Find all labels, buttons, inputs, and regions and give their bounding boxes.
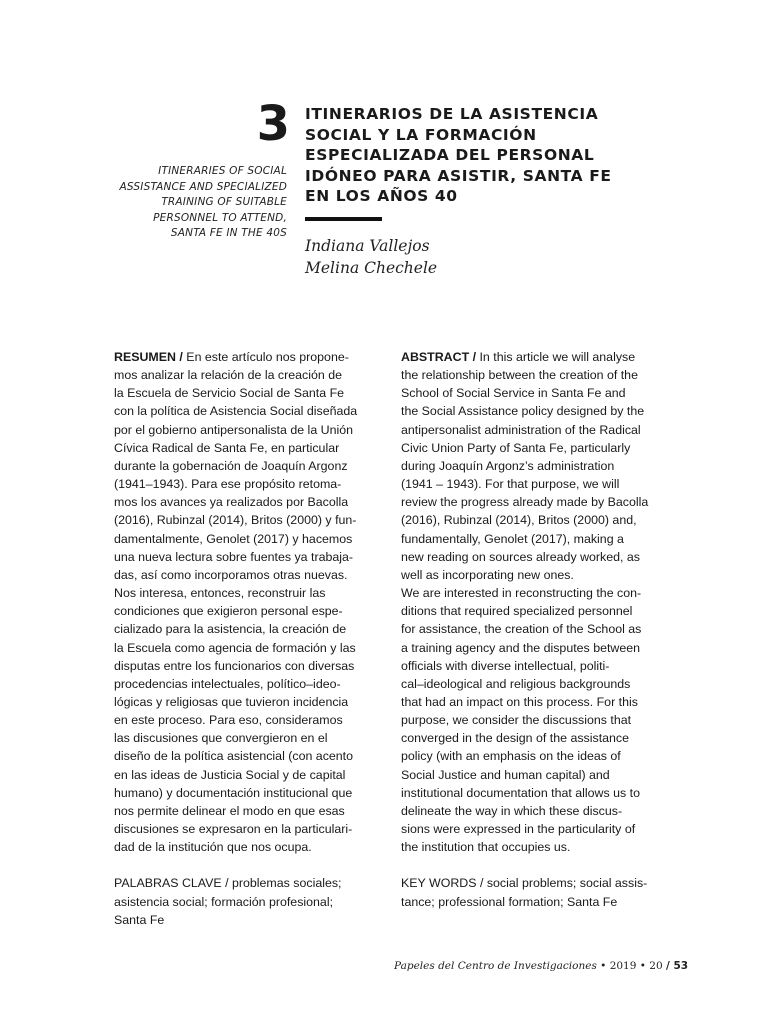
abstract-line: during Joaquín Argonz’s administration [401,458,615,473]
english-title-line: PERSONNEL TO ATTEND, [153,211,287,224]
abstract-line: antipersonalist administration of the Radical [401,422,641,437]
resumen-line: das, así como incorporamos otras nuevas. [114,567,348,582]
keywords-es-line: asistencia social; formación profesional; [114,894,334,909]
resumen-line: disputas entre los funcionarios con diversas [114,658,355,673]
abstract-line: the relationship between the creation of the [401,368,638,383]
resumen-line: dad de la institución que nos ocupa. [114,840,312,855]
keywords-en-line: KEY WORDS / social problems; social assis- [401,876,648,891]
journal-name: Papeles del Centro de Investigaciones [394,960,597,972]
abstract-line: sions were expressed in the particularity of [401,822,636,837]
article-title-line: EN LOS AÑOS 40 [305,187,458,206]
article-title-line: IDÓNEO PARA ASISTIR, SANTA FE [305,166,612,185]
resumen-line: damentalmente, Genolet (2017) y hacemos [114,531,353,546]
abstract-line: fundamentally, Genolet (2017), making a [401,531,624,546]
abstract-line: institutional documentation that allows us to [401,785,641,800]
resumen-text [114,348,382,856]
abstract-line: cal–ideological and religious backgrounds [401,676,631,691]
resumen-column [114,348,382,929]
resumen-line: una nueva lectura sobre fuentes ya trabaja- [114,549,354,564]
abstract-line: School of Social Service in Santa Fe and [401,386,626,401]
abstract-line: ditions that required specialized personnel [401,604,633,619]
abstract-line: (2016), Rubinzal (2014), Britos (2000) and, [401,513,637,528]
keywords-en-line: tance; professional formation; Santa Fe [401,894,618,909]
resumen-line: (1941–1943). Para ese propósito retoma- [114,477,342,492]
resumen-line: lógicas y religiosas que tuvieron incidencia [114,694,349,709]
article-title-line: SOCIAL Y LA FORMACIÓN [305,125,537,144]
author-name: Melina Chechele [305,258,438,277]
resumen-line: Cívica Radical de Santa Fe, en particular [114,440,340,455]
abstract-line: the institution that occupies us. [401,840,571,855]
resumen-line: procedencias intelectuales, político–ideo- [114,676,341,691]
resumen-line: En este artículo nos propone- [182,350,349,364]
resumen-line: las discusiones que convergieron en el [114,731,328,746]
abstract-line: officials with diverse intellectual, politi- [401,658,610,673]
abstract-line: In this article we will analyse [476,350,636,364]
abstract-line: Social Justice and human capital) and [401,767,610,782]
abstract-text [401,348,669,856]
keywords-es [114,874,382,928]
abstract-line: Civic Union Party of Santa Fe, particularly [401,440,631,455]
abstract-line: the Social Assistance policy designed by the [401,404,645,419]
abstract-line: We are interested in reconstructing the con- [401,586,642,601]
resumen-line: la Escuela de Servicio Social de Santa Fe [114,386,345,401]
keywords-en [401,874,669,910]
abstract-line: well as incorporating new ones. [401,567,574,582]
resumen-line: en las ideas de Justicia Social y de capital [114,767,346,782]
english-title [110,164,287,242]
english-title-line: ASSISTANCE AND SPECIALIZED [119,180,287,193]
english-title-line: SANTA FE IN THE 40S [170,227,287,240]
chapter-number: 3 [256,96,290,152]
english-title-line: TRAINING OF SUITABLE [161,196,287,209]
resumen-line: por el gobierno antipersonalista de la Unión [114,422,354,437]
abstract-line: delineate the way in which these discus- [401,803,623,818]
abstract-line: review the progress already made by Bacolla [401,495,649,510]
article-title [305,104,625,207]
abstract-line: for assistance, the creation of the School as [401,622,642,637]
page-footer [394,960,689,972]
keywords-es-line: Santa Fe [114,912,165,927]
resumen-line: cializado para la asistencia, la creación de [114,622,347,637]
title-rule [305,217,382,221]
abstract-line: new reading on sources already worked, as [401,549,640,564]
resumen-line: mos los avances ya realizados por Bacolla [114,495,349,510]
resumen-line: condiciones que exigieron personal espe- [114,604,343,619]
abstract-line: (1941 – 1943). For that purpose, we will [401,477,620,492]
author-name: Indiana Vallejos [305,237,430,255]
resumen-line: mos analizar la relación de la creación de [114,368,342,383]
resumen-line: humano) y documentación institucional que [114,785,353,800]
resumen-line: con la política de Asistencia Social diseñada [114,404,358,419]
abstract-column [401,348,669,911]
issue-info: • 2019 • 20 [596,960,666,972]
article-title-line: ITINERARIOS DE LA ASISTENCIA [305,105,599,123]
resumen-line: Nos interesa, entonces, reconstruir las [114,586,326,601]
authors [305,236,437,279]
resumen-line: la Escuela como agencia de formación y las [114,640,356,655]
abstract-line: policy (with an emphasis on the ideas of [401,749,621,764]
article-title-line: ESPECIALIZADA DEL PERSONAL [305,146,595,165]
keywords-es-line: PALABRAS CLAVE / problemas sociales; [114,876,342,891]
page-number: / 53 [666,960,689,972]
resumen-line: durante la gobernación de Joaquín Argonz [114,458,348,473]
abstract-line: that had an impact on this process. For this [401,694,638,709]
abstract-line: purpose, we consider the discussions that [401,713,632,728]
resumen-line: discusiones se expresaron en la particulari- [114,822,353,837]
english-title-line: ITINERARIES OF SOCIAL [158,165,287,177]
resumen-line: nos permite delinear el modo en que esas [114,803,345,818]
resumen-line: (2016), Rubinzal (2014), Britos (2000) y fun- [114,513,357,528]
resumen-line: diseño de la política asistencial (con acento [114,749,354,764]
abstract-line: a training agency and the disputes between [401,640,641,655]
resumen-label: RESUMEN / [114,350,183,364]
abstract-label: ABSTRACT / [401,350,477,364]
abstract-line: converged in the design of the assistance [401,731,629,746]
resumen-line: en este proceso. Para eso, consideramos [114,713,343,728]
